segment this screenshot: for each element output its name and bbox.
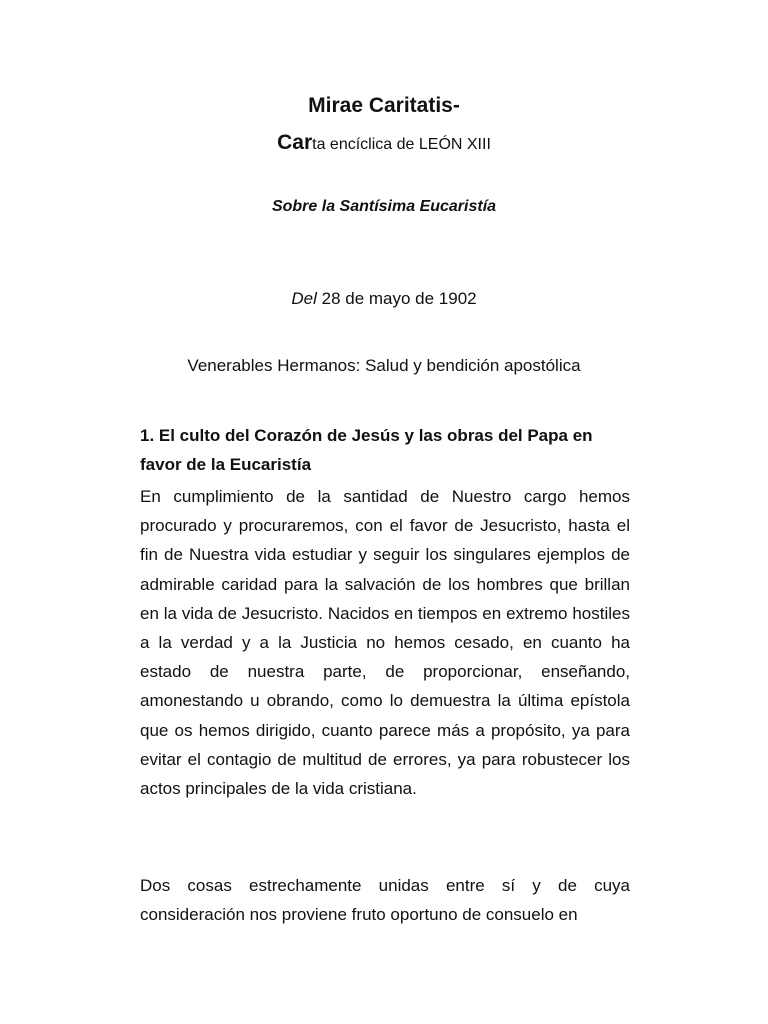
- document-title: Mirae Caritatis-: [308, 94, 460, 117]
- document-date: [0, 287, 768, 311]
- section-heading: 1. El culto del Corazón de Jesús y las obras del Papa en favor de la Eucaristía: [140, 426, 593, 474]
- date-prefix: Del: [291, 289, 317, 308]
- document-topic: Sobre la Santísima Eucaristía: [271, 198, 497, 215]
- date-rest: 28 de mayo de 1902: [316, 289, 477, 308]
- paragraph-2: Dos cosas estrechamente unidas entre sí y de cuya consideración nos proviene fruto oportuno de consuelo en: [140, 876, 630, 925]
- document-subtitle: [0, 130, 768, 158]
- paragraph-1: En cumplimiento de la santidad de Nuestro cargo hemos procurado y procuraremos, con el favor de Jesucristo, hasta el fin de Nuestra vida estudiar y seguir los singulares ejemplos de admirable caridad para la salvación de los hombres que brillan en la vida de Jesucristo. Nacidos en tiempos en extremo hostiles a la verdad y a la Justicia no hemos cesado, en cuanto ha estado de nuestra parte, de proporcionar, enseñando, amonestando u obrando, como lo demuestra la última epístola que os hemos dirigido, cuanto parece más a propósito, ya para evitar el contagio de multitud de errores, ya para robustecer los actos principales de la vida cristiana.: [140, 487, 630, 799]
- salutation: Venerables Hermanos: Salud y bendición apostólica: [187, 356, 581, 375]
- subtitle-prefix: Car: [277, 131, 313, 154]
- subtitle-rest: ta encíclica de LEÓN XIII: [312, 136, 491, 153]
